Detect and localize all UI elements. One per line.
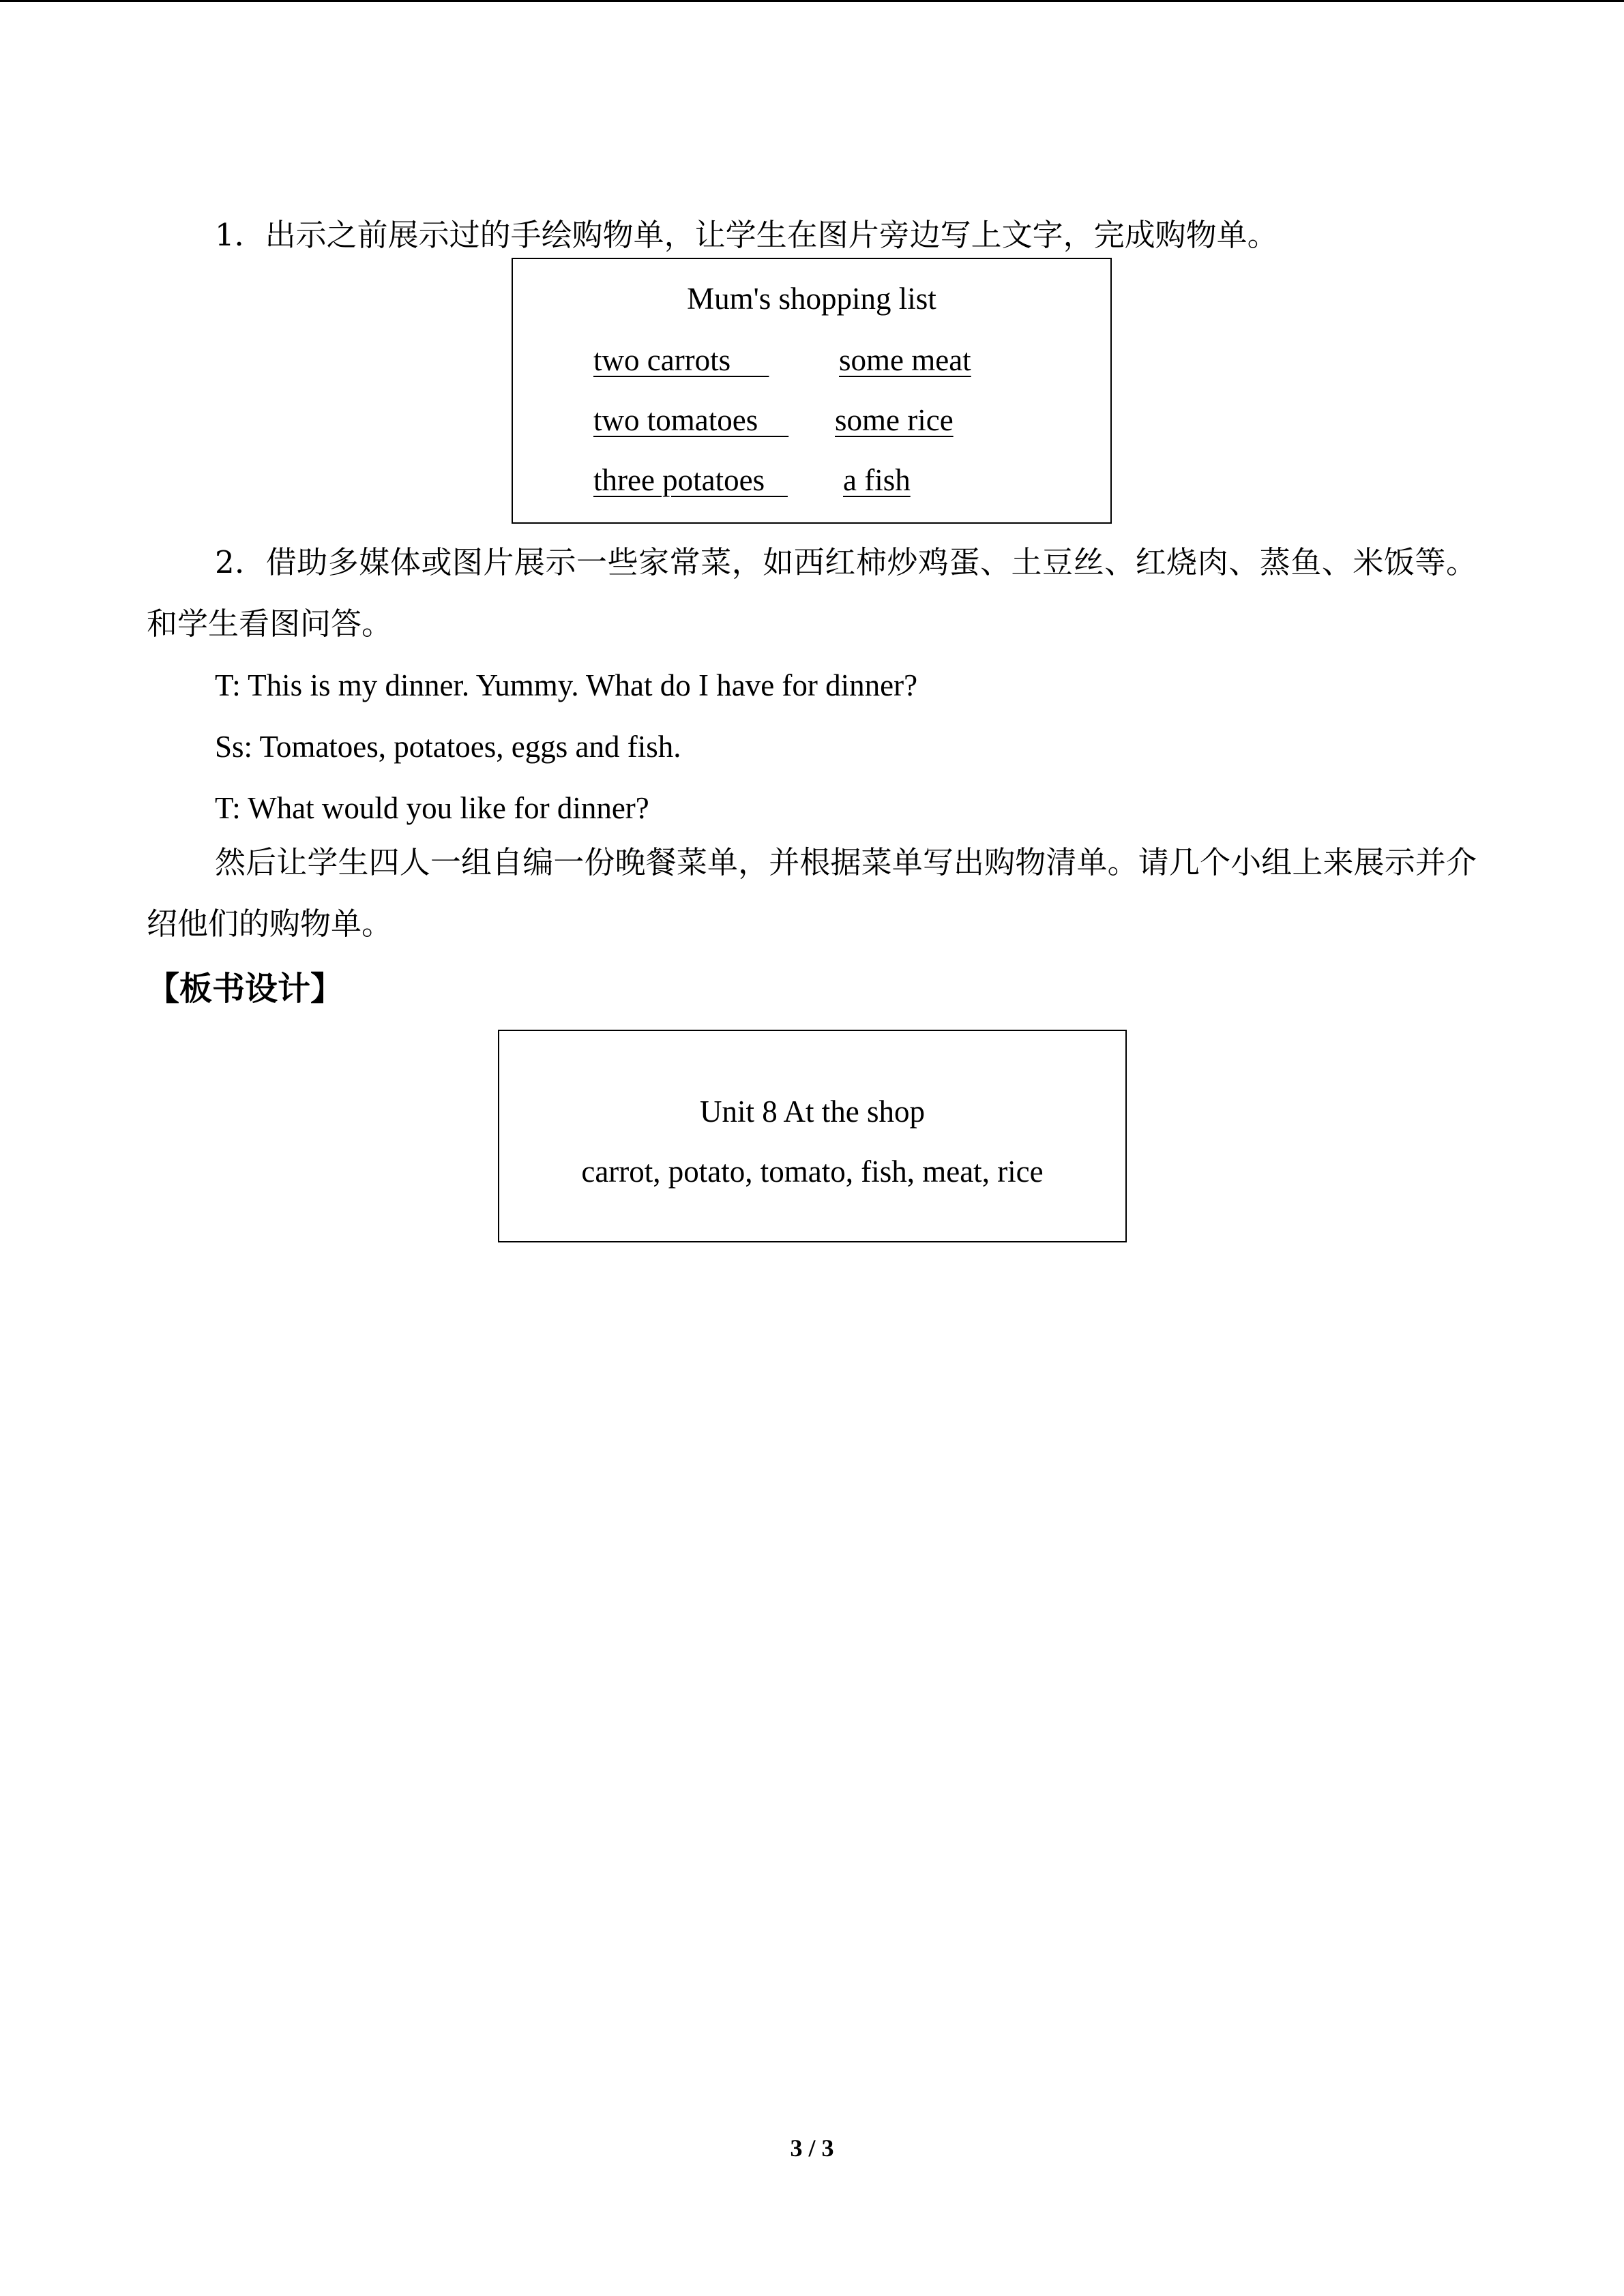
shopping-list-title: Mum's shopping list [687, 282, 936, 316]
instruction-paragraph-2: 2．借助多媒体或图片展示一些家常菜，如西红柿炒鸡蛋、土豆丝、红烧肉、蒸鱼、米饭等。和学生看图问答。 [147, 544, 1477, 642]
shopping-item-right-1: some meat [839, 343, 971, 377]
dialog-line-teacher-1: T: This is my dinner. Yummy. What do I have for dinner? [215, 668, 918, 702]
shopping-item-right-3: a fish [843, 463, 911, 497]
shopping-item-left-1: two carrots [593, 343, 769, 377]
instruction-paragraph-3: 然后让学生四人一组自编一份晚餐菜单，并根据菜单写出购物清单。请几个小组上来展示并介绍他们的购物单。 [147, 844, 1477, 942]
dialog-line-teacher-2: T: What would you like for dinner? [215, 791, 649, 825]
shopping-item-left-2: two tomatoes [593, 403, 789, 437]
shopping-item-left-3: three potatoes [593, 463, 788, 497]
top-border-line [0, 0, 1624, 2]
shopping-item-right-2: some rice [835, 403, 954, 437]
board-unit-title: Unit 8 At the shop [699, 1094, 925, 1129]
shopping-list-box [512, 258, 1112, 524]
board-vocabulary: carrot, potato, tomato, fish, meat, rice [581, 1154, 1044, 1189]
section-heading: 【板书设计】 [147, 970, 344, 1008]
page-number: 3 / 3 [790, 2134, 834, 2162]
instruction-paragraph-1: 1．出示之前展示过的手绘购物单，让学生在图片旁边写上文字，完成购物单。 [215, 217, 1278, 253]
board-design-box [498, 1030, 1127, 1242]
dialog-line-students: Ss: Tomatoes, potatoes, eggs and fish. [215, 730, 681, 764]
